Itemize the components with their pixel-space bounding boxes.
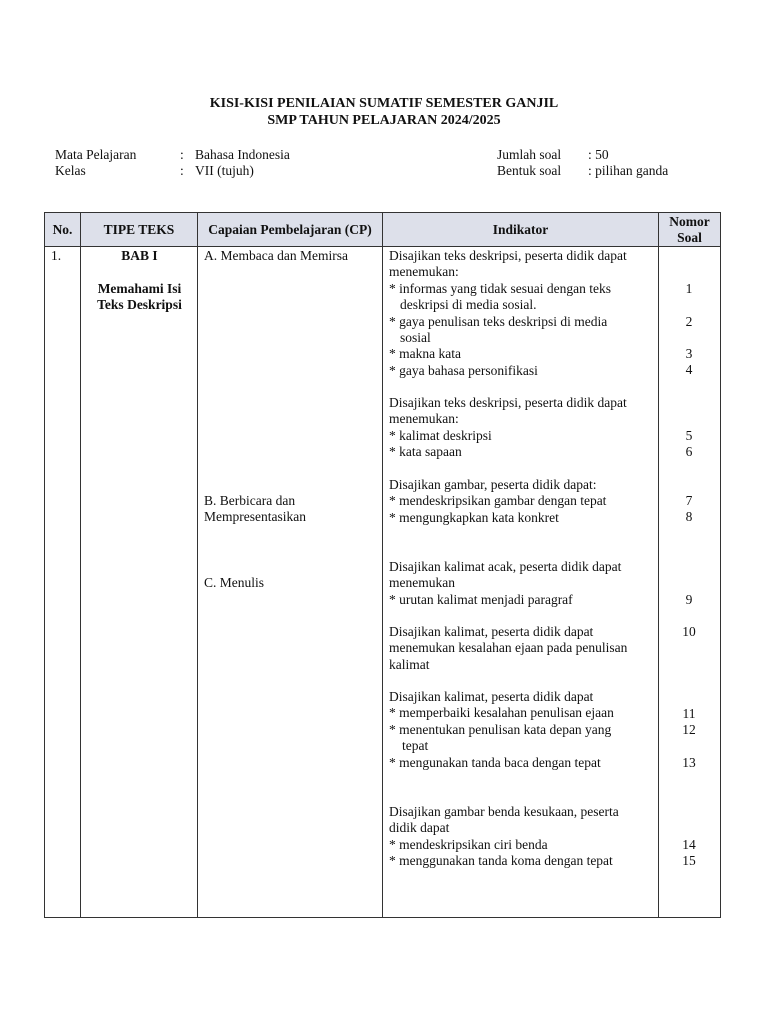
cell-indikator: [383, 247, 659, 918]
question-number: 13: [682, 755, 696, 770]
question-number: 6: [685, 444, 693, 459]
cell-no: [45, 247, 81, 918]
question-number: 7: [685, 493, 693, 508]
indikator-line: * kalimat deskripsi: [389, 427, 492, 443]
indikator-line: Disajikan teks deskripsi, peserta didik dapat: [389, 395, 627, 410]
question-number: 3: [685, 346, 693, 361]
indikator-line: * urutan kalimat menjadi paragraf: [389, 591, 573, 607]
table-row: [45, 247, 721, 918]
cell-capaian-pembelajaran: [198, 247, 383, 918]
indikator-line: * memperbaiki kesalahan penulisan ejaan: [389, 705, 614, 721]
indikator-line: * makna kata: [389, 346, 461, 362]
class-value: VII (tujuh): [195, 163, 254, 178]
question-number: 14: [682, 837, 696, 852]
indikator-group-3: [389, 477, 659, 526]
indikator-line: sosial: [400, 330, 431, 346]
header-tipe-teks: TIPE TEKS: [81, 213, 198, 247]
header-capaian-pembelajaran: Capaian Pembelajaran (CP): [198, 213, 383, 247]
question-number: 5: [685, 428, 693, 443]
question-number: 12: [682, 722, 696, 737]
question-number: 11: [682, 706, 696, 721]
bab-title-line-1: Memahami Isi: [97, 281, 182, 296]
class-colon: :: [180, 163, 184, 178]
class-label: Kelas: [55, 163, 86, 178]
question-number: 8: [685, 509, 693, 524]
indikator-line: Disajikan gambar, peserta didik dapat:: [389, 477, 597, 492]
question-number: 2: [685, 314, 693, 329]
cell-nomor-soal: [659, 247, 721, 918]
question-count-label: Jumlah soal: [497, 147, 562, 162]
indikator-group-2: [389, 395, 659, 461]
cp-berbicara-line-1: B. Berbicara dan: [204, 493, 296, 508]
question-count-value: : 50: [588, 147, 609, 162]
indikator-line: * kata sapaan: [389, 444, 462, 460]
indikator-group-6: [389, 689, 659, 771]
indikator-line: menemukan: [389, 575, 455, 591]
cp-menulis: C. Menulis: [204, 575, 265, 590]
document-title-line-2: SMP TAHUN PELAJARAN 2024/2025: [267, 113, 501, 128]
indikator-line: * mengunakan tanda baca dengan tepat: [389, 754, 601, 770]
indikator-line: Disajikan gambar benda kesukaan, peserta: [389, 804, 619, 819]
indikator-line: * menentukan penulisan kata depan yang: [389, 721, 612, 737]
subject-value: Bahasa Indonesia: [195, 147, 290, 162]
question-type-value: : pilihan ganda: [588, 163, 669, 178]
indikator-line: * mendeskripsikan gambar dengan tepat: [389, 493, 607, 509]
indikator-line: * gaya bahasa personifikasi: [389, 362, 538, 378]
indikator-line: * informas yang tidak sesuai dengan teks: [389, 280, 611, 296]
cp-membaca-memirsa: A. Membaca dan Memirsa: [204, 248, 348, 263]
document-title-line-1: KISI-KISI PENILAIAN SUMATIF SEMESTER GANJIL: [209, 96, 559, 111]
bab-title-line-2: Teks Deskripsi: [97, 297, 182, 312]
cp-berbicara-line-2: Mempresentasikan: [204, 509, 306, 524]
header-indikator: Indikator: [383, 213, 659, 247]
indikator-line: kalimat: [389, 656, 430, 672]
indikator-line: Disajikan kalimat, peserta didik dapat: [389, 689, 594, 704]
header-nomor-soal: [659, 213, 721, 247]
indikator-line: tepat: [402, 738, 429, 754]
header-nomor-line-1: Nomor: [669, 213, 710, 229]
question-type-label: Bentuk soal: [497, 163, 562, 178]
subject-label: Mata Pelajaran: [55, 147, 137, 162]
header-nomor-line-2: Soal: [677, 229, 702, 245]
question-number: 1: [685, 281, 693, 296]
indikator-line: menemukan:: [389, 264, 459, 280]
bab-label: BAB I: [121, 248, 158, 263]
indikator-line: * mengungkapkan kata konkret: [389, 509, 559, 525]
kisi-kisi-table: [44, 212, 721, 918]
indikator-line: deskripsi di media sosial.: [400, 297, 537, 313]
header-no: No.: [45, 213, 81, 247]
indikator-line: menemukan:: [389, 411, 459, 427]
indikator-group-7: [389, 804, 659, 870]
question-number: 10: [682, 624, 696, 639]
indikator-line: * gaya penulisan teks deskripsi di media: [389, 313, 608, 329]
indikator-line: Disajikan kalimat acak, peserta didik dapat: [389, 559, 622, 574]
indikator-line: * menggunakan tanda koma dengan tepat: [389, 853, 613, 869]
indikator-line: Disajikan kalimat, peserta didik dapat: [389, 624, 594, 639]
indikator-line: * mendeskripsikan ciri benda: [389, 836, 548, 852]
row-number: 1.: [51, 248, 62, 263]
indikator-line: Disajikan teks deskripsi, peserta didik dapat: [389, 248, 627, 263]
cell-tipe-teks: [81, 247, 198, 918]
indikator-group-4: [389, 559, 659, 608]
question-number: 15: [682, 853, 696, 868]
indikator-line: menemukan kesalahan ejaan pada penulisan: [389, 640, 628, 656]
indikator-line: didik dapat: [389, 820, 450, 836]
indikator-group-5: [389, 624, 659, 673]
question-number: 4: [685, 362, 693, 377]
question-number: 9: [685, 592, 693, 607]
table-header-row: [45, 213, 721, 247]
subject-colon: :: [180, 147, 184, 162]
indikator-group-1: [389, 248, 659, 379]
